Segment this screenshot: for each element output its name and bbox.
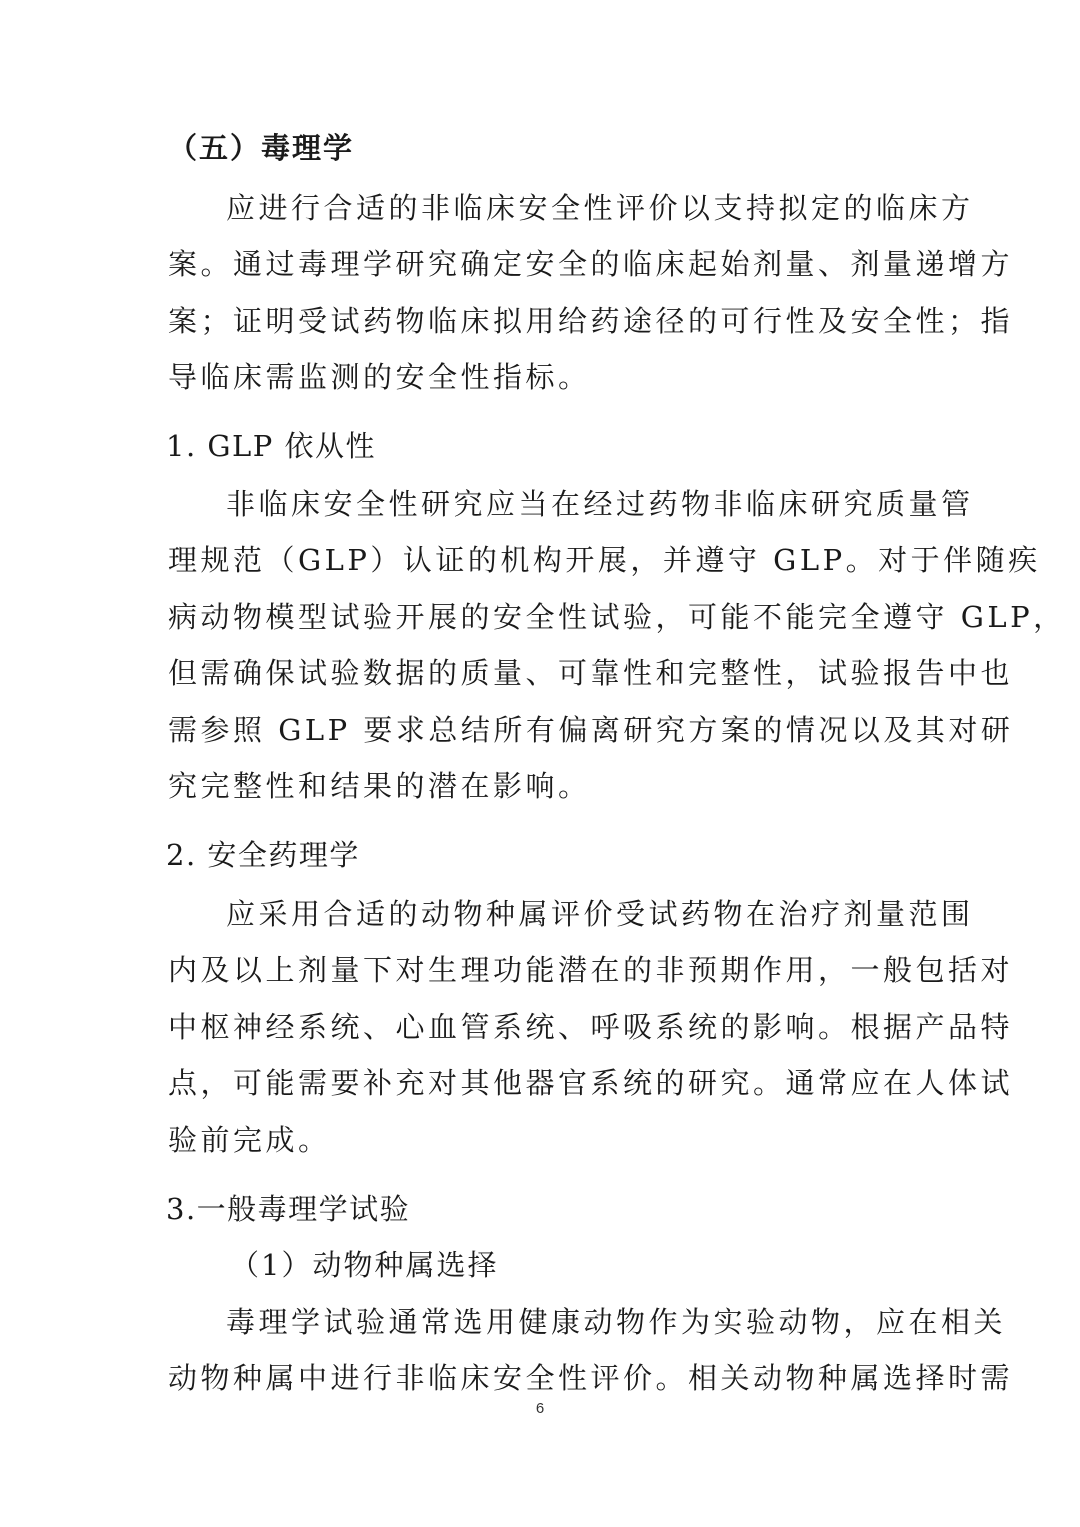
paragraph-line: 中枢神经系统、心血管系统、呼吸系统的影响。根据产品特 [168,1010,1014,1044]
paragraph-line: 应采用合适的动物种属评价受试药物在治疗剂量范围 [226,897,974,931]
paragraph-line: 案。通过毒理学研究确定安全的临床起始剂量、剂量递增方 [168,247,1014,281]
paragraph-line: 非临床安全性研究应当在经过药物非临床研究质量管 [226,487,974,521]
subsection-title-general-toxicology: 3.一般毒理学试验 [166,1192,411,1226]
paragraph-line: 但需确保试验数据的质量、可靠性和完整性，试验报告中也 [168,656,1014,690]
paragraph-line: 毒理学试验通常选用健康动物作为实验动物，应在相关 [226,1305,1007,1339]
paragraph-line: 验前完成。 [168,1123,331,1157]
page-number: 6 [535,1400,545,1417]
paragraph-line: 内及以上剂量下对生理功能潜在的非预期作用，一般包括对 [168,953,1014,987]
paragraph-line: 点，可能需要补充对其他器官系统的研究。通常应在人体试 [168,1066,1014,1100]
paragraph-line: 动物种属中进行非临床安全性评价。相关动物种属选择时需 [168,1361,1014,1395]
paragraph-line: 导临床需监测的安全性指标。 [168,360,591,394]
paragraph-line: 究完整性和结果的潜在影响。 [168,769,591,803]
paragraph-line: 需参照 GLP 要求总结所有偏离研究方案的情况以及其对研 [168,713,1014,747]
sub-subsection-title-species: （1）动物种属选择 [230,1248,499,1282]
section-title: （五）毒理学 [168,131,355,165]
subsection-title-safety-pharmacology: 2. 安全药理学 [166,838,360,872]
paragraph-line: 案；证明受试药物临床拟用给药途径的可行性及安全性；指 [168,304,1014,338]
paragraph-line: 理规范（GLP）认证的机构开展，并遵守 GLP。对于伴随疾 [168,543,1041,577]
paragraph-line: 病动物模型试验开展的安全性试验，可能不能完全遵守 GLP， [168,600,1066,634]
subsection-title-glp: 1. GLP 依从性 [166,429,377,463]
paragraph-line: 应进行合适的非临床安全性评价以支持拟定的临床方 [226,191,974,225]
